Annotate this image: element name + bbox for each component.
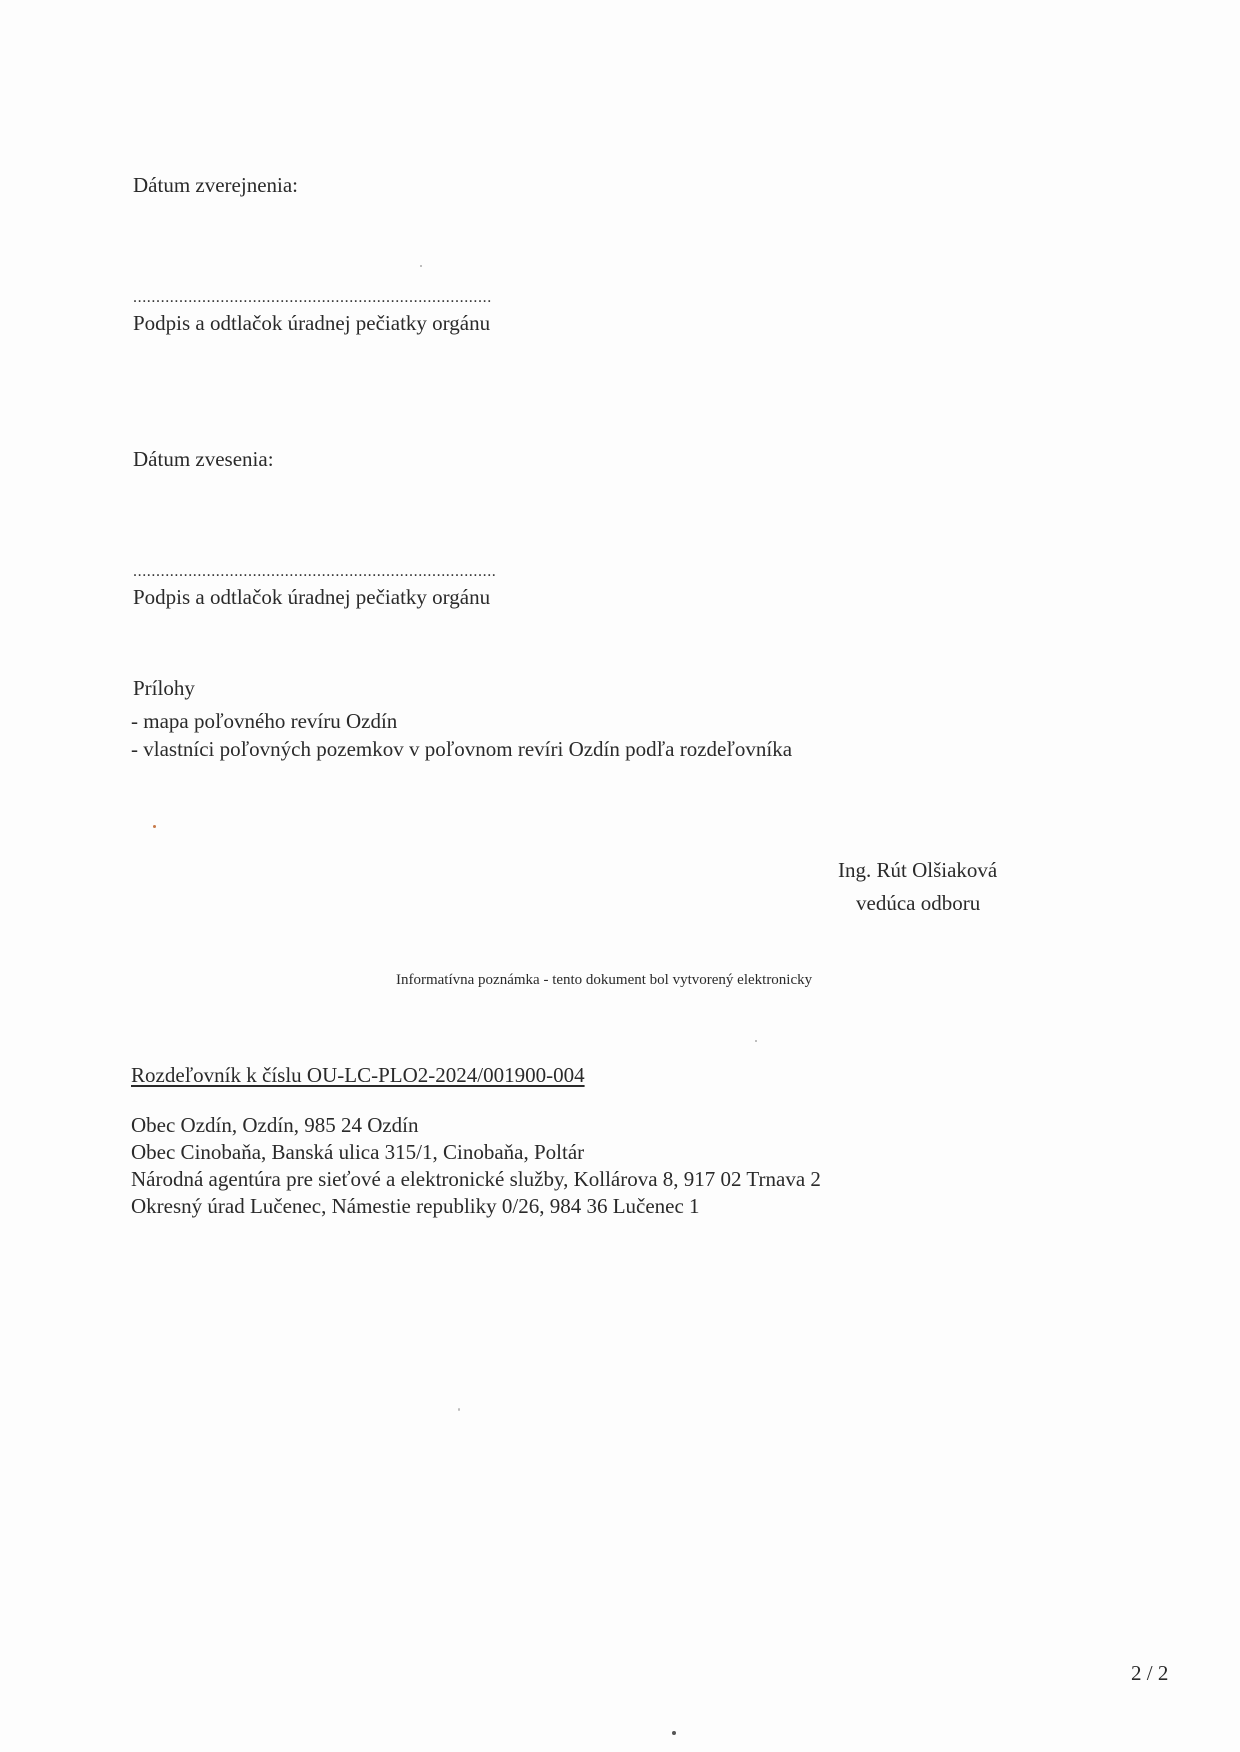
distribution-recipient: Obec Cinobaňa, Banská ulica 315/1, Cinobaňa, Poltár: [131, 1140, 585, 1164]
electronic-note: Informatívna poznámka - tento dokument bol vytvorený elektronicky: [396, 972, 813, 988]
signatory-role: vedúca odboru: [856, 891, 981, 915]
distribution-recipient: Národná agentúra pre sieťové a elektronické služby, Kollárova 8, 917 02 Trnava 2: [131, 1167, 821, 1191]
scan-speck: [672, 1731, 676, 1735]
attachments-heading: Prílohy: [133, 676, 195, 700]
publication-signature-line: ..............................................................................: [133, 289, 492, 306]
removal-signature-label: Podpis a odtlačok úradnej pečiatky orgánu: [133, 585, 491, 609]
scan-speck: [458, 1408, 460, 1411]
signatory-name: Ing. Rút Olšiaková: [838, 858, 998, 882]
page-number: 2 / 2: [1131, 1661, 1169, 1685]
scan-speck: [153, 825, 156, 828]
scan-speck: [755, 1040, 757, 1042]
attachment-item: - mapa poľovného revíru Ozdín: [131, 709, 398, 733]
distribution-recipient: Obec Ozdín, Ozdín, 985 24 Ozdín: [131, 1113, 419, 1137]
removal-date-label: Dátum zvesenia:: [133, 447, 274, 471]
removal-signature-line: ...............................................................................: [133, 563, 497, 580]
distribution-recipient: Okresný úrad Lučenec, Námestie republiky 0/26, 984 36 Lučenec 1: [131, 1194, 700, 1218]
publication-date-label: Dátum zverejnenia:: [133, 173, 299, 197]
scan-speck: [420, 265, 422, 267]
distribution-heading: Rozdeľovník k číslu OU-LC-PLO2-2024/001900-004: [131, 1063, 585, 1087]
publication-signature-label: Podpis a odtlačok úradnej pečiatky orgánu: [133, 311, 491, 335]
attachment-item: - vlastníci poľovných pozemkov v poľovnom revíri Ozdín podľa rozdeľovníka: [131, 737, 793, 761]
